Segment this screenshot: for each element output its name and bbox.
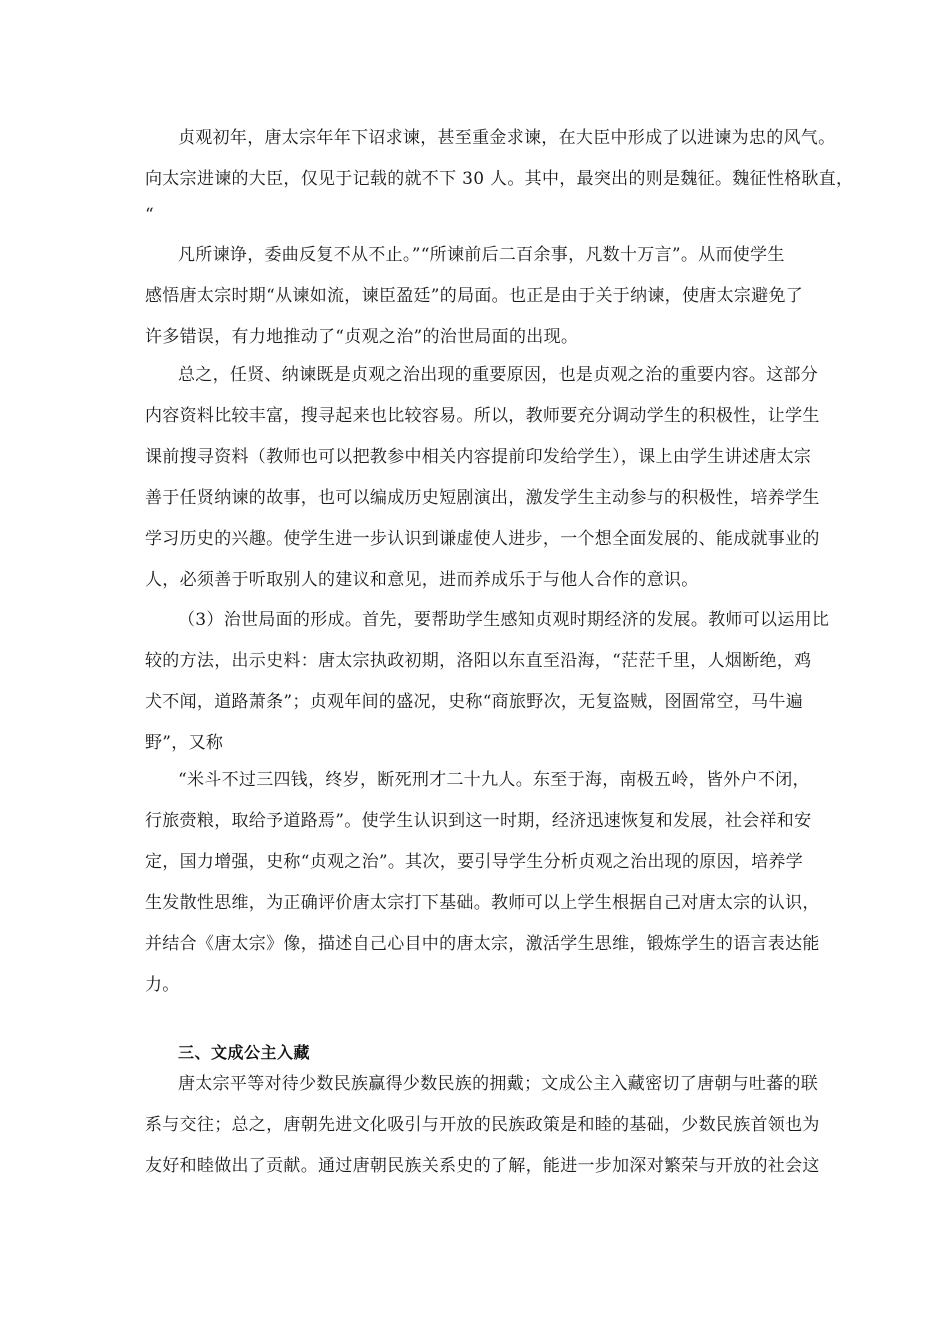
- text-line: 唐太宗平等对待少数民族赢得少数民族的拥戴；文成公主入藏密切了唐朝与吐蕃的联: [178, 1074, 819, 1094]
- paragraph-4: [145, 600, 830, 764]
- paragraph-3: [145, 355, 820, 601]
- text-line: “米斗不过三四钱，终岁，断死刑才二十九人。东至于海，南极五岭，皆外户不闭，: [178, 770, 810, 790]
- section-heading: 三、文成公主入藏: [178, 1043, 311, 1062]
- text-line: “: [145, 205, 154, 225]
- text-line: 并结合《唐太宗》像，描述自己心目中的唐太宗，激活学生思维，锻炼学生的语言表达能: [145, 934, 820, 954]
- text-line: （3）治世局面的形成。首先，要帮助学生感知贞观时期经济的发展。教师可以运用比: [178, 610, 830, 630]
- text-line: 友好和睦做出了贡献。通过唐朝民族关系史的了解，能进一步加深对繁荣与开放的社会这: [145, 1156, 820, 1176]
- text-line: 感悟唐太宗时期“从谏如流，谏臣盈廷”的局面。也正是由于关于纳谏，使唐太宗避免了: [145, 286, 804, 306]
- text-line: 行旅赍粮，取给予道路焉”。使学生认识到这一时期，经济迅速恢复和发展，社会祥和安: [145, 811, 812, 831]
- section-3-paragraph: [145, 1064, 820, 1187]
- text-line: 许多错误，有力地推动了“贞观之治”的治世局面的出现。: [145, 327, 579, 347]
- text-line: 系与交往；总之，唐朝先进文化吸引与开放的民族政策是和睦的基础，少数民族首领也为: [145, 1115, 820, 1135]
- text-line: 较的方法，出示史料：唐太宗执政初期，洛阳以东直至沿海，“茫茫千里，人烟断绝，鸡: [145, 651, 812, 671]
- text-line: 野”，又称: [145, 733, 224, 753]
- text-line: 总之，任贤、纳谏既是贞观之治出现的重要原因，也是贞观之治的重要内容。这部分: [178, 365, 819, 385]
- text-line: 犬不闻，道路萧条”；贞观年间的盛况，史称“商旅野次，无复盗贼，囹圄常空，马牛遍: [145, 692, 804, 712]
- text-line: 贞观初年，唐太宗年年下诏求谏，甚至重金求谏，在大臣中形成了以进谏为忠的风气。: [178, 128, 836, 148]
- text-line: 内容资料比较丰富，搜寻起来也比较容易。所以，教师要充分调动学生的积极性，让学生: [145, 406, 820, 426]
- text-line: 向太宗进谏的大臣，仅见于记载的就不下 30 人。其中，最突出的则是魏征。魏征性格耿直，: [145, 169, 854, 189]
- paragraph-5: [145, 760, 820, 1006]
- paragraph-2: [145, 235, 805, 358]
- text-line: 学习历史的兴趣。使学生进一步认识到谦虚使人进步，一个想全面发展的、能成就事业的: [145, 529, 820, 549]
- paragraph-1: [145, 118, 854, 230]
- text-line: 力。: [145, 975, 180, 995]
- text-line: 课前搜寻资料（教师也可以把教参中相关内容提前印发给学生），课上由学生讲述唐太宗: [145, 447, 812, 467]
- text-line: 生发散性思维，为正确评价唐太宗打下基础。教师可以上学生根据自己对唐太宗的认识，: [145, 893, 820, 913]
- text-line: 善于任贤纳谏的故事，也可以编成历史短剧演出，激发学生主动参与的积极性，培养学生: [145, 488, 820, 508]
- text-line: 定，国力增强，史称“贞观之治”。其次，要引导学生分析贞观之治出现的原因，培养学: [145, 852, 804, 872]
- text-line: 人，必须善于听取别人的建议和意见，进而养成乐于与他人合作的意识。: [145, 570, 699, 590]
- text-line: 凡所谏诤，委曲反复不从不止。”“所谏前后二百余事，凡数十万言”。从而使学生: [178, 245, 785, 265]
